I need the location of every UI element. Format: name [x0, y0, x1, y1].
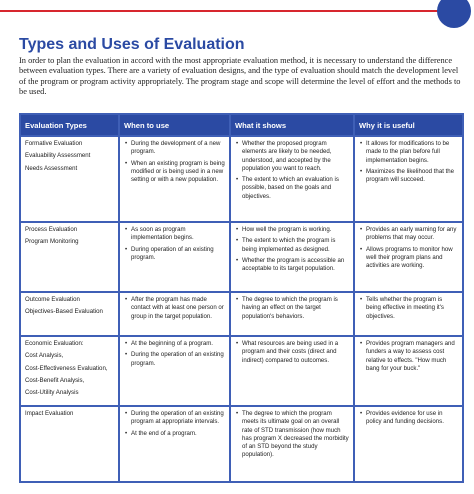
evaluation-type-name: Cost-Effectiveness Evaluation,	[25, 364, 108, 372]
cell-evaluation-types	[20, 406, 119, 482]
bullet-list	[124, 410, 225, 438]
cell-why-useful	[354, 336, 463, 406]
bullet-item: • Tells whether the program is being effective in meeting it's objectives.	[366, 296, 458, 321]
bullet-item: • What resources are being used in a program and their costs (direct and indirect) compared to outcomes.	[242, 340, 349, 365]
cell-when-to-use	[119, 406, 230, 482]
bullet-list	[124, 140, 225, 184]
cell-why-useful	[354, 222, 463, 292]
header-when-to-use: When to use	[119, 114, 230, 136]
table-header-row	[20, 114, 463, 136]
cell-when-to-use	[119, 336, 230, 406]
bullet-item: • Provides evidence for use in policy and funding decisions.	[366, 410, 458, 427]
top-accent-line	[0, 10, 446, 12]
bullet-item: • It allows for modifications to be made to the plan before full implementation begins.	[366, 140, 458, 165]
bullet-list	[235, 410, 349, 460]
evaluation-type-name: Cost-Utility Analysis	[25, 389, 79, 397]
table-row	[20, 222, 463, 292]
bullet-list	[359, 226, 458, 270]
cell-what-it-shows	[230, 336, 354, 406]
cell-when-to-use	[119, 222, 230, 292]
cell-why-useful	[354, 136, 463, 222]
bullet-list	[359, 296, 458, 321]
header-evaluation-types: Evaluation Types	[20, 114, 119, 136]
cell-what-it-shows	[230, 406, 354, 482]
evaluation-type-name: Cost Analysis,	[25, 352, 64, 360]
bullet-item: • Whether the proposed program elements are likely to be needed, understood, and accepted by the population you want to reach.	[242, 140, 349, 173]
cell-evaluation-types	[20, 222, 119, 292]
evaluation-type-name: Impact Evaluation	[25, 410, 74, 417]
table-row	[20, 406, 463, 482]
bullet-item: • During the development of a new program.	[131, 140, 225, 157]
cell-what-it-shows	[230, 136, 354, 222]
bullet-list	[124, 340, 225, 368]
bullet-list	[235, 226, 349, 273]
evaluation-type-name: Process Evaluation	[25, 226, 78, 233]
bullet-item: • Whether the program is accessible an acceptable to its target population.	[242, 257, 349, 274]
bullet-item: • How well the program is working.	[242, 226, 349, 234]
bullet-item: • The degree to which the program is having an effect on the target population's behaviors.	[242, 296, 349, 321]
page-title: Types and Uses of Evaluation	[19, 36, 245, 53]
bullet-list	[359, 140, 458, 184]
table-row	[20, 136, 463, 222]
cell-evaluation-types	[20, 136, 119, 222]
bullet-list	[235, 140, 349, 201]
header-why-useful: Why it is useful	[354, 114, 463, 136]
cell-when-to-use	[119, 292, 230, 336]
bullet-list	[124, 226, 225, 262]
cell-why-useful	[354, 292, 463, 336]
evaluation-types-table	[19, 113, 464, 483]
intro-paragraph: In order to plan the evaluation in accord with the most appropriate evaluation method, it is necessary to understand the difference between evaluation types. There are a variety of evaluation designs, and the type of evaluation should match the development level of the program or program activity appropriately. The program stage and scope will determine the level of effort and the methods to be used.	[19, 56, 461, 96]
header-what-it-shows: What it shows	[230, 114, 354, 136]
bullet-item: • Allows programs to monitor how well their program plans and activities are working.	[366, 246, 458, 271]
table-row	[20, 336, 463, 406]
cell-evaluation-types	[20, 292, 119, 336]
bullet-item: • During the operation of an existing program at appropriate intervals.	[131, 410, 225, 427]
bullet-item: • After the program has made contact with at least one person or group in the target population.	[131, 296, 225, 321]
blue-circle-decoration	[437, 0, 471, 28]
bullet-item: • Provides an early warning for any problems that may occur.	[366, 226, 458, 243]
cell-what-it-shows	[230, 292, 354, 336]
evaluation-type-name: Program Monitoring	[25, 238, 79, 246]
cell-when-to-use	[119, 136, 230, 222]
bullet-item: • At the beginning of a program.	[131, 340, 225, 348]
bullet-list	[235, 340, 349, 365]
evaluation-type-name: Outcome Evaluation	[25, 296, 80, 303]
bullet-item: • As soon as program implementation begins.	[131, 226, 225, 243]
bullet-list	[359, 340, 458, 373]
evaluation-type-name: Formative Evaluation	[25, 140, 83, 147]
bullet-item: • During operation of an existing program.	[131, 246, 225, 263]
table-row	[20, 292, 463, 336]
evaluation-type-name: Needs Assessment	[25, 164, 78, 172]
evaluation-type-name: Economic Evaluation:	[25, 340, 84, 347]
cell-why-useful	[354, 406, 463, 482]
evaluation-type-name: Evaluability Assessment	[25, 152, 91, 160]
evaluation-type-name: Objectives-Based Evaluation	[25, 308, 103, 316]
bullet-item: • At the end of a program.	[131, 430, 225, 438]
bullet-list	[235, 296, 349, 321]
bullet-list	[124, 296, 225, 321]
bullet-item: • The extent to which the program is being implemented as designed.	[242, 237, 349, 254]
bullet-item: • The extent to which an evaluation is possible, based on the goals and objectives.	[242, 176, 349, 201]
cell-what-it-shows	[230, 222, 354, 292]
cell-evaluation-types	[20, 336, 119, 406]
bullet-item: • During the operation of an existing program.	[131, 351, 225, 368]
bullet-item: • Maximizes the likelihood that the program will succeed.	[366, 168, 458, 185]
bullet-list	[359, 410, 458, 427]
bullet-item: • Provides program managers and funders a way to assess cost relative to effects. "How much bang for your buck."	[366, 340, 458, 373]
bullet-item: • The degree to which the program meets its ultimate goal on an overall rate of STD transmission (how much has program X decreased the morbidity of an STD beyond the study population).	[242, 410, 349, 460]
bullet-item: • When an existing program is being modified or is being used in a new setting or with a new population.	[131, 160, 225, 185]
evaluation-type-name: Cost-Benefit Analysis,	[25, 376, 85, 384]
